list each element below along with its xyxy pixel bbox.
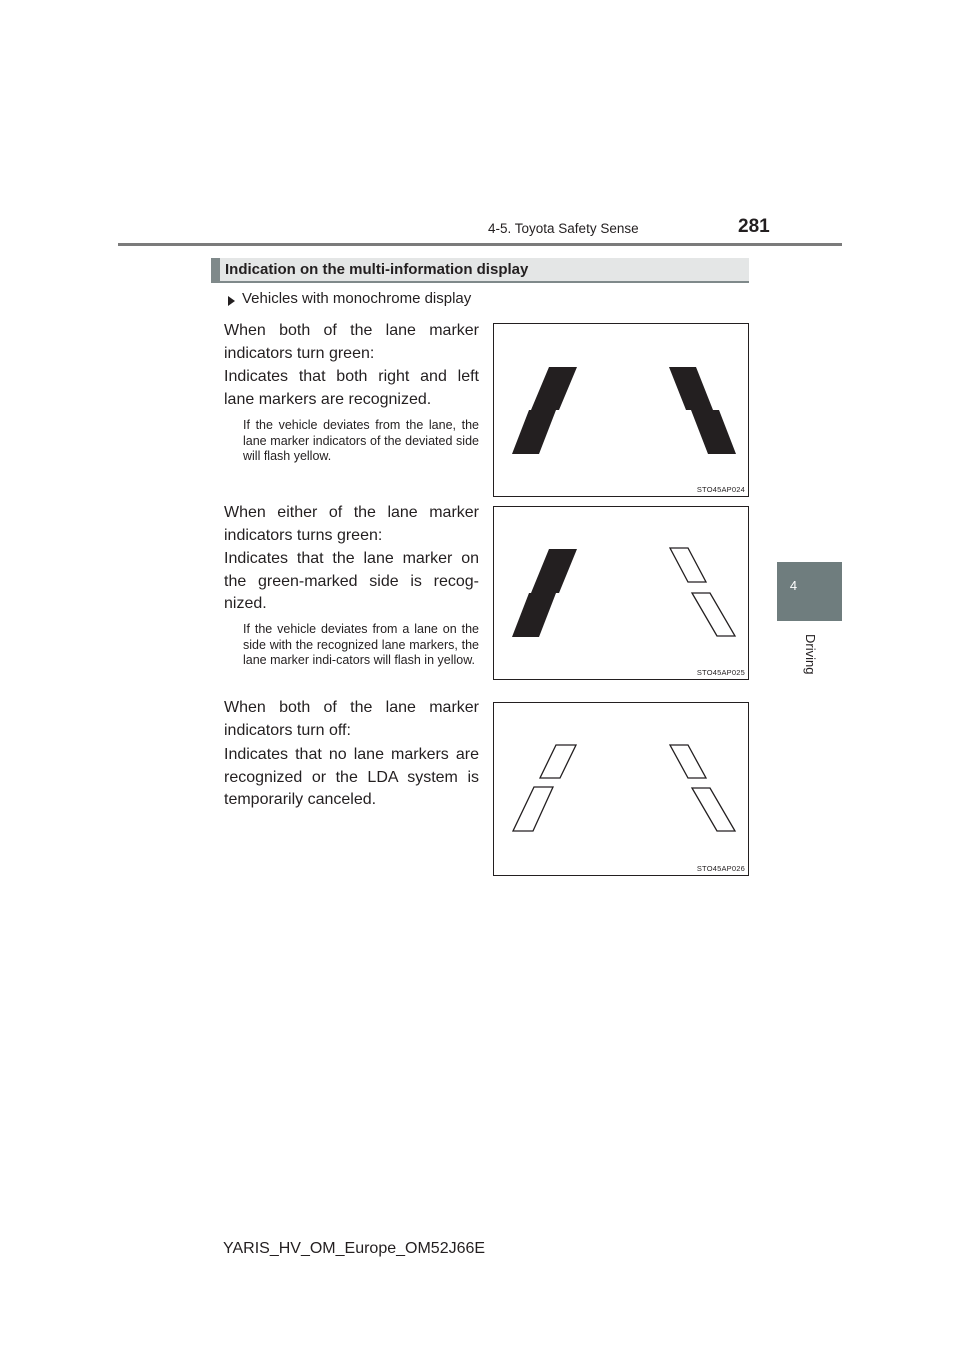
section-title: Indication on the multi-information display [225, 261, 529, 278]
left-lower-marker [512, 593, 556, 637]
right-upper-marker [670, 548, 706, 582]
figure-both-off [493, 702, 749, 876]
figure-both-green [493, 323, 749, 497]
right-upper-marker [670, 745, 706, 778]
page-number: 281 [738, 216, 770, 237]
right-lower-marker [692, 593, 735, 636]
block-2-heading: When either of the lane marker indicators turns green: [224, 504, 479, 544]
block-1-body: Indicates that both right and left lane markers are recognized. [224, 368, 479, 408]
chapter-number: 4 [789, 578, 798, 593]
document-footer: YARIS_HV_OM_Europe_OM52J66E [223, 1240, 486, 1257]
lane-marker-illustration [494, 507, 750, 681]
chapter-label: Driving [803, 634, 818, 675]
left-upper-marker [540, 745, 576, 778]
running-header-section: 4-5. Toyota Safety Sense [488, 221, 639, 236]
left-lower-marker [512, 410, 556, 454]
left-upper-marker [531, 549, 577, 593]
right-lower-marker [692, 788, 735, 831]
block-1-heading: When both of the lane marker indicators turn green: [224, 322, 479, 362]
left-upper-marker [531, 367, 577, 410]
right-upper-marker [669, 367, 713, 410]
block-2-body: Indicates that the lane marker on the green-marked side is recog-nized. [224, 550, 479, 612]
figure-code: STO45AP026 [696, 864, 745, 873]
figure-code: STO45AP025 [696, 668, 745, 677]
right-lower-marker [691, 410, 736, 454]
bullet-arrow-icon [228, 296, 235, 306]
header-rule [118, 243, 842, 246]
block-3-body: Indicates that no lane markers are recognized or the LDA system is temporarily canceled. [224, 746, 479, 808]
figure-code: STO45AP024 [696, 485, 745, 494]
left-lower-marker [513, 787, 553, 831]
figure-one-green [493, 506, 749, 680]
block-1-note: If the vehicle deviates from the lane, the lane marker indicators of the deviated side will flash yellow. [243, 418, 479, 463]
block-2-note: If the vehicle deviates from a lane on the side with the recognized lane markers, the lane marker indi-cators will flash in yellow. [243, 622, 479, 667]
lane-marker-illustration [494, 703, 750, 877]
bullet-text: Vehicles with monochrome display [242, 290, 472, 307]
block-3-heading: When both of the lane marker indicators turn off: [224, 699, 479, 739]
lane-marker-illustration [494, 324, 750, 498]
